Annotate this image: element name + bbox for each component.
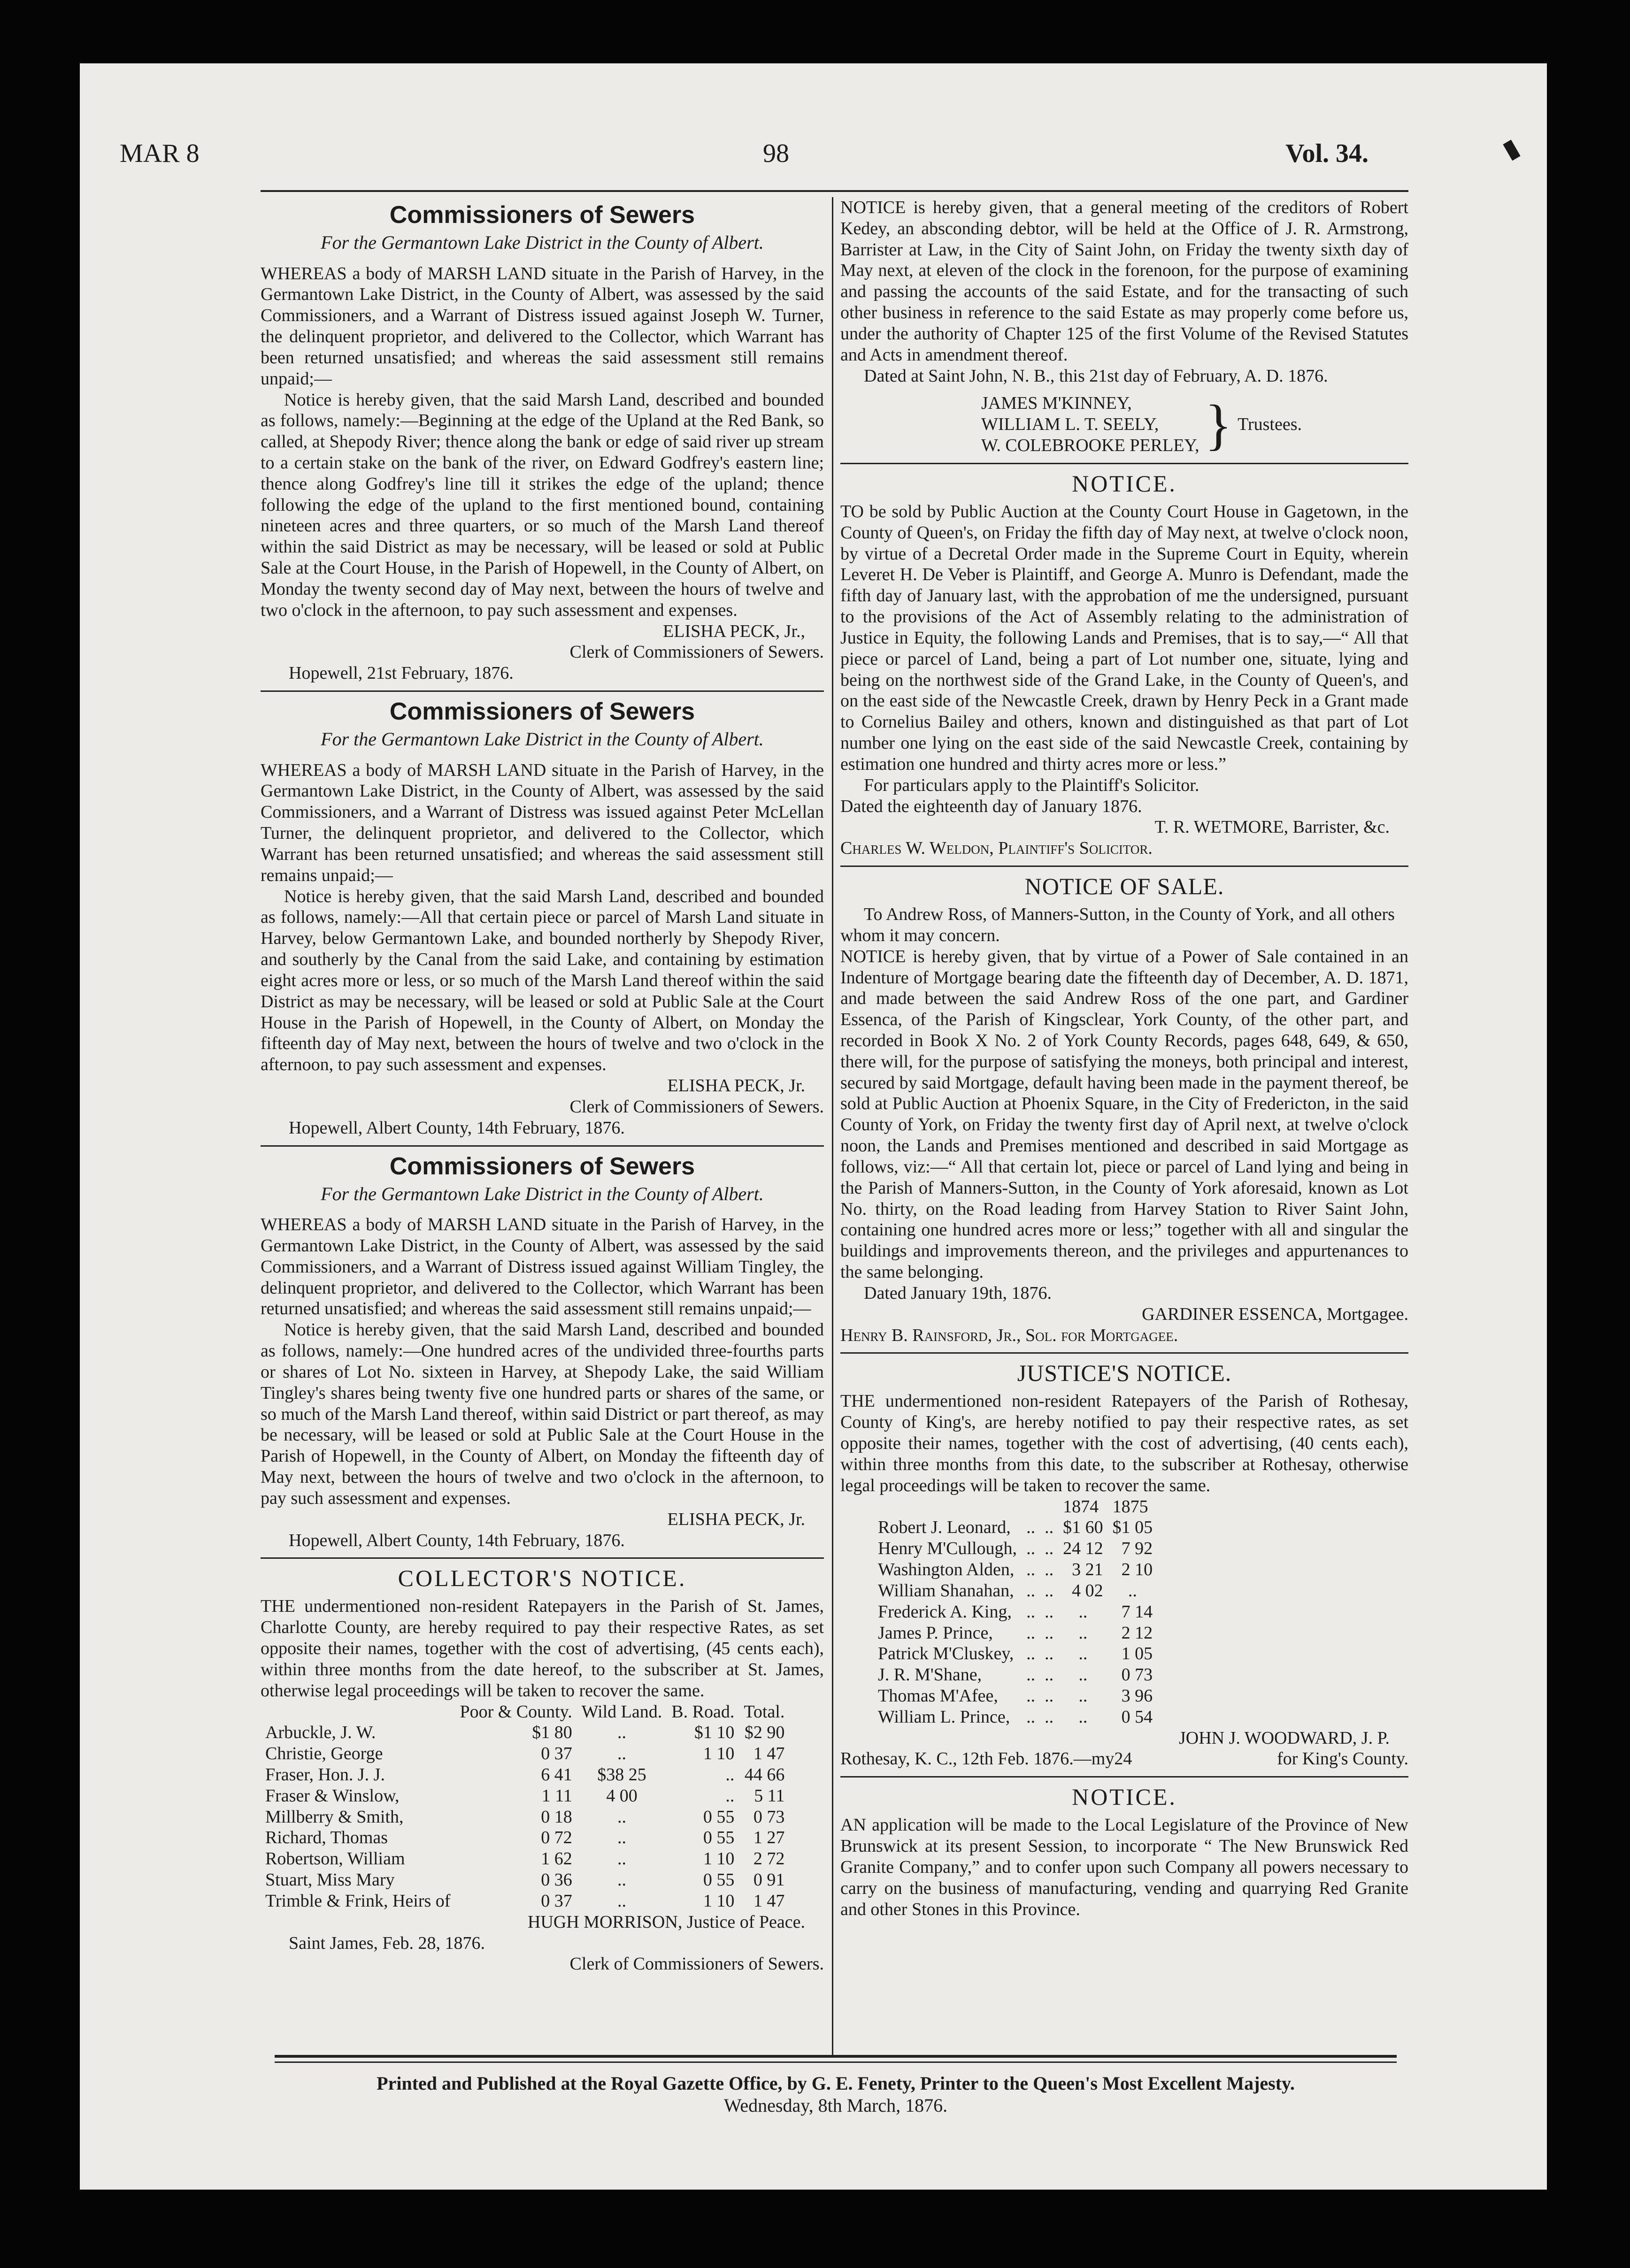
table-row bbox=[261, 1827, 789, 1848]
ratepayer-name: Arbuckle, J. W. bbox=[265, 1723, 376, 1743]
table-row bbox=[261, 1743, 789, 1764]
section-title: Commissioners of Sewers bbox=[389, 201, 695, 229]
total-rate: 0 91 bbox=[753, 1870, 785, 1890]
leader-dots: .. bbox=[1045, 1539, 1054, 1559]
dateline: Rothesay, K. C., 12th Feb. 1876.—my24 bbox=[840, 1749, 1132, 1769]
signer: HUGH MORRISON, Justice of Peace. bbox=[527, 1912, 805, 1932]
dateline: Dated January 19th, 1876. bbox=[864, 1283, 1052, 1303]
auction-notice bbox=[840, 470, 1408, 859]
rate-1875: $1 05 bbox=[1112, 1517, 1153, 1538]
trustees-block bbox=[981, 393, 1408, 456]
ratepayer-name: Richard, Thomas bbox=[265, 1828, 388, 1848]
ratepayer-name: William L. Prince, bbox=[878, 1707, 1010, 1727]
address-line: To Andrew Ross, of Manners-Sutton, in the County of York, and all others whom it may concern. bbox=[840, 904, 1395, 945]
ratepayers-table bbox=[261, 1701, 789, 1912]
road-rate: 1 10 bbox=[703, 1744, 735, 1764]
wild-land-rate: .. bbox=[617, 1849, 626, 1869]
page-number: 98 bbox=[763, 139, 789, 168]
poor-county-rate: 0 72 bbox=[541, 1828, 572, 1848]
rate-1875: .. bbox=[1128, 1580, 1137, 1601]
wild-land-rate: .. bbox=[617, 1828, 626, 1848]
dateline: Dated at Saint John, N. B., this 21st day of February, A. D. 1876. bbox=[864, 366, 1328, 386]
rate-1875: 0 73 bbox=[1121, 1665, 1153, 1685]
notice-of-sale bbox=[840, 873, 1408, 1346]
right-column bbox=[840, 197, 1408, 1920]
trustees-label: Trustees. bbox=[1238, 414, 1302, 435]
leader-dots: .. bbox=[1045, 1560, 1054, 1580]
wild-land-rate: 4 00 bbox=[606, 1785, 638, 1806]
section-title: JUSTICE'S NOTICE. bbox=[1017, 1360, 1232, 1387]
leader-dots: .. bbox=[1026, 1623, 1036, 1643]
leader-dots: .. bbox=[1026, 1601, 1036, 1622]
ratepayer-name: Robert J. Leonard, bbox=[878, 1517, 1011, 1538]
total-rate: 0 73 bbox=[753, 1807, 785, 1827]
table-row bbox=[873, 1601, 1157, 1623]
table-header: Poor & County. bbox=[460, 1701, 572, 1722]
trustee-names bbox=[981, 393, 1199, 456]
brace-icon: } bbox=[1205, 393, 1232, 456]
dateline: Hopewell, Albert County, 14th February, 1876. bbox=[289, 1530, 625, 1550]
total-rate: 1 47 bbox=[753, 1891, 785, 1911]
table-header-row bbox=[261, 1701, 789, 1723]
table-header: 1874 bbox=[1063, 1496, 1099, 1517]
rate-1874: .. bbox=[1078, 1686, 1088, 1706]
table-row bbox=[873, 1686, 1157, 1707]
wild-land-rate: $38 25 bbox=[597, 1764, 646, 1785]
table-row bbox=[261, 1722, 789, 1743]
poor-county-rate: 0 18 bbox=[541, 1807, 572, 1827]
poor-county-rate: 0 37 bbox=[541, 1891, 572, 1911]
notice-paragraph: Notice is hereby given, that the said Marsh Land, described and bounded as follows, namely:—All that certain piece or parcel of Marsh Land situate in Harvey, below Germantown Lake, and bounded northerly by Shepody River, and southerly by the Canal from the said Lake, and containing by estimation eight acres more or less, or so much of the Marsh Land thereof within the said District as may be necessary, will be leased or sold at Public Sale at the Court House in the Parish of Hopewell, in the County of Albert, on Monday the fifteenth day of May next, between the hours of twelve and two o'clock in the afternoon, to pay such assessment and expenses. bbox=[261, 886, 824, 1075]
road-rate: 0 55 bbox=[703, 1807, 735, 1827]
signer-title: Clerk of Commissioners of Sewers. bbox=[569, 1954, 824, 1974]
section-title: NOTICE. bbox=[1072, 470, 1177, 497]
ratepayer-name: Patrick M'Cluskey, bbox=[878, 1644, 1014, 1664]
table-row bbox=[873, 1664, 1157, 1686]
rate-1875: 3 96 bbox=[1121, 1686, 1153, 1706]
notice-paragraph: For particulars apply to the Plaintiff's Solicitor. bbox=[864, 775, 1199, 795]
notice-paragraph: NOTICE is hereby given, that by virtue of a Power of Sale contained in an Indenture of Mortgage bearing date the fifteenth day of December, A. D. 1871, and made between the said Andrew Ross of the one part, and Gardiner Essenca, of the Parish of Kingsclear, York County, of the other part, and recorded in Book X No. 2 of York County Records, pages 648, 649, & 650, there will, for the purpose of satisfying the moneys, both principal and interest, secured by said Mortgage, default having been made in the payment thereof, be sold at Public Auction at Phoenix Square, in the City of Fredericton, in the said County of York, on Friday the twenty first day of April next, at twelve o'clock noon, the Lands and Premises mentioned and described in said Mortgage as follows, viz:—“ All that certain lot, piece or parcel of Land lying and being in the Parish of Manners-Sutton, in the County of York aforesaid, known as Lot No. thirty, on the Road leading from Harvey Station to River Saint John, containing one hundred acres more or less;” together with all and singular the buildings and improvements thereon, and the privileges and appurtenances to the same belonging. bbox=[840, 946, 1408, 1282]
signer-title: Clerk of Commissioners of Sewers. bbox=[569, 642, 824, 662]
table-row bbox=[873, 1707, 1157, 1728]
rate-1874: 24 12 bbox=[1063, 1539, 1103, 1559]
dateline: Saint James, Feb. 28, 1876. bbox=[289, 1933, 485, 1953]
table-row bbox=[873, 1580, 1157, 1601]
leader-dots: .. bbox=[1026, 1644, 1036, 1664]
table-row bbox=[261, 1807, 789, 1828]
rate-1874: .. bbox=[1078, 1707, 1088, 1727]
total-rate: $2 90 bbox=[744, 1723, 785, 1743]
table-row bbox=[261, 1870, 789, 1891]
wild-land-rate: .. bbox=[617, 1723, 626, 1743]
ratepayer-name: Fraser & Winslow, bbox=[265, 1785, 400, 1806]
dateline-county: for King's County. bbox=[1277, 1749, 1408, 1769]
table-header bbox=[1022, 1496, 1040, 1517]
road-rate: 0 55 bbox=[703, 1828, 735, 1848]
imprint-date: Wednesday, 8th March, 1876. bbox=[723, 2095, 948, 2116]
table-row bbox=[873, 1559, 1157, 1580]
table-row bbox=[261, 1764, 789, 1785]
creditors-notice bbox=[840, 197, 1408, 456]
wild-land-rate: .. bbox=[617, 1744, 626, 1764]
notice-paragraph: Notice is hereby given, that the said Marsh Land, described and bounded as follows, namely:—One hundred acres of the undivided three-fourths parts or shares of Lot No. sixteen in Harvey, at Shepody Lake, the said William Tingley's shares being twenty five one hundred parts or shares of the same, or so much of the Marsh Land thereof, within said District or part thereof, as may be necessary, will be leased or sold at Public Sale at the Court House in the Parish of Hopewell, in the County of Albert, on Monday the fifteenth day of May next, between the hours of twelve and two o'clock in the afternoon, to pay such assessment and expenses. bbox=[261, 1320, 824, 1508]
total-rate: 1 47 bbox=[753, 1744, 785, 1764]
solicitor: Henry B. Rainsford, Jr., Sol. for Mortgagee. bbox=[840, 1325, 1178, 1345]
footer-rule-bottom bbox=[275, 2061, 1397, 2063]
ratepayer-name: J. R. M'Shane, bbox=[878, 1665, 982, 1685]
header-rule bbox=[261, 190, 1408, 192]
table-header: Wild Land. bbox=[581, 1701, 662, 1722]
divider bbox=[840, 463, 1408, 464]
divider bbox=[261, 1145, 824, 1147]
table-row bbox=[261, 1891, 789, 1912]
ratepayer-name: William Shanahan, bbox=[878, 1580, 1014, 1601]
signer: T. R. WETMORE, Barrister, &c. bbox=[1154, 817, 1390, 837]
ratepayer-name: Trimble & Frink, Heirs of bbox=[265, 1891, 451, 1911]
ratepayer-name: Christie, George bbox=[265, 1744, 383, 1764]
table-header bbox=[1040, 1496, 1058, 1517]
trustee-name: WILLIAM L. T. SEELY, bbox=[981, 414, 1159, 435]
ratepayers-table bbox=[873, 1496, 1157, 1728]
table-row bbox=[873, 1643, 1157, 1664]
table-row bbox=[261, 1848, 789, 1870]
total-rate: 5 11 bbox=[754, 1785, 785, 1806]
total-rate: 44 66 bbox=[744, 1764, 785, 1785]
rate-1874: .. bbox=[1078, 1644, 1088, 1664]
leader-dots: .. bbox=[1045, 1623, 1054, 1643]
ratepayer-name: James P. Prince, bbox=[878, 1623, 993, 1643]
signer: ELISHA PECK, Jr. bbox=[667, 1509, 805, 1529]
table-row bbox=[261, 1785, 789, 1807]
rate-1875: 1 05 bbox=[1121, 1644, 1153, 1664]
divider bbox=[840, 866, 1408, 867]
ratepayer-name: Millberry & Smith, bbox=[265, 1807, 404, 1827]
table-header bbox=[261, 1701, 455, 1723]
column-rule bbox=[832, 197, 833, 2056]
road-rate: 0 55 bbox=[703, 1870, 735, 1890]
signer: ELISHA PECK, Jr. bbox=[667, 1076, 805, 1096]
road-rate: .. bbox=[725, 1764, 735, 1785]
wild-land-rate: .. bbox=[617, 1891, 626, 1911]
section-title: Commissioners of Sewers bbox=[389, 1152, 695, 1180]
signer: GARDINER ESSENCA, Mortgagee. bbox=[1142, 1304, 1408, 1324]
rate-1875: 0 54 bbox=[1121, 1707, 1153, 1727]
divider bbox=[261, 1557, 824, 1559]
justices-notice bbox=[840, 1359, 1408, 1770]
section-title: NOTICE OF SALE. bbox=[1024, 873, 1224, 900]
granite-company-notice bbox=[840, 1783, 1408, 1920]
leader-dots: .. bbox=[1026, 1539, 1036, 1559]
trustee-name: W. COLEBROOKE PERLEY, bbox=[981, 436, 1199, 456]
header-date: MAR 8 bbox=[120, 139, 200, 168]
notice-paragraph: AN application will be made to the Local Legislature of the Province of New Brunswick at its present Session, to incorporate “ The New Brunswick Red Granite Company,” and to confer upon such Company all powers necessary to carry on the business of manufacturing, vending and quarrying Red Granite and other Stones in this Province. bbox=[840, 1815, 1408, 1919]
wild-land-rate: .. bbox=[617, 1807, 626, 1827]
poor-county-rate: 0 36 bbox=[541, 1870, 572, 1890]
sewers-notice-2 bbox=[261, 697, 824, 1138]
rate-1874: .. bbox=[1078, 1601, 1088, 1622]
road-rate: 1 10 bbox=[703, 1891, 735, 1911]
rate-1874: .. bbox=[1078, 1623, 1088, 1643]
leader-dots: .. bbox=[1045, 1580, 1054, 1601]
road-rate: 1 10 bbox=[703, 1849, 735, 1869]
ratepayer-name: Fraser, Hon. J. J. bbox=[265, 1764, 385, 1785]
volume-number: Vol. 34. bbox=[1285, 139, 1369, 168]
table-header: B. Road. bbox=[671, 1701, 735, 1722]
table-header-row bbox=[873, 1496, 1157, 1517]
sewers-notice-3 bbox=[261, 1152, 824, 1551]
notice-paragraph: NOTICE is hereby given, that a general meeting of the creditors of Robert Kedey, an absconding debtor, will be held at the Office of J. R. Armstrong, Barrister at Law, in the City of Saint John, on Friday the twenty sixth day of May next, at eleven of the clock in the forenoon, for the purpose of examining and passing the accounts of the said Estate, and for the transacting of such other business in reference to the said Estate as may properly come before us, under the authority of Chapter 125 of the first Volume of the Revised Statutes and Acts in amendment thereof. bbox=[840, 198, 1408, 365]
notice-paragraph: THE undermentioned non-resident Ratepayers in the Parish of St. James, Charlotte County, are hereby required to pay their respective Rates, as set opposite their names, together with the cost of advertising, (45 cents each), within three months from the date hereof, to the subscriber at St. James, otherwise legal proceedings will be taken to recover the same. bbox=[261, 1596, 824, 1701]
table-row bbox=[873, 1538, 1157, 1559]
dateline-row bbox=[840, 1748, 1408, 1770]
poor-county-rate: 6 41 bbox=[541, 1764, 572, 1785]
poor-county-rate: $1 80 bbox=[532, 1723, 572, 1743]
dateline: Dated the eighteenth day of January 1876. bbox=[840, 796, 1142, 816]
leader-dots: .. bbox=[1026, 1686, 1036, 1706]
divider bbox=[261, 690, 824, 692]
notice-paragraph: WHEREAS a body of MARSH LAND situate in the Parish of Harvey, in the Germantown Lake District, in the County of Albert, was assessed by the said Commissioners, and a Warrant of Distress issued against William Tingley, the delinquent proprietor, and delivered to the Collector, which Warrant has been returned unsatisfied; and whereas the said assessment still remains unpaid;— bbox=[261, 1215, 824, 1319]
rate-1874: 3 21 bbox=[1072, 1560, 1103, 1580]
section-subtitle: For the Germantown Lake District in the County of Albert. bbox=[321, 232, 764, 253]
solicitor: Charles W. Weldon, Plaintiff's Solicitor. bbox=[840, 838, 1153, 858]
ratepayer-name: Thomas M'Afee, bbox=[878, 1686, 998, 1706]
collectors-notice bbox=[261, 1564, 824, 1975]
road-rate: .. bbox=[725, 1785, 735, 1806]
imprint-footer bbox=[263, 2072, 1408, 2116]
left-column bbox=[261, 197, 824, 1975]
notice-paragraph: TO be sold by Public Auction at the County Court House in Gagetown, in the County of Queen's, on Friday the fifth day of May next, at twelve o'clock noon, by virtue of a Decretal Order made in the Supreme Court in Equity, wherein Leveret H. De Veber is Plaintiff, and George A. Munro is Defendant, made the fifth day of January last, with the approbation of me the undersigned, pursuant to the provisions of the Act of Assembly relating to the administration of Justice in Equity, the following Lands and Premises, that is to say,—“ All that piece or parcel of Land, being a part of Lot number one, situate, lying and being on the northwest side of the Grand Lake, in the County of Queen's, and on the east side of the Newcastle Creek, drawn by Henry Peck in a Grant made to Cornelius Bailey and others, known and distinguished as that part of Lot number one lying on the east side of the said Newcastle Creek, containing by estimation one hundred and thirty acres more or less.” bbox=[840, 501, 1408, 774]
section-subtitle: For the Germantown Lake District in the County of Albert. bbox=[321, 728, 764, 750]
poor-county-rate: 1 11 bbox=[541, 1785, 572, 1806]
dateline: Hopewell, 21st February, 1876. bbox=[289, 663, 514, 683]
leader-dots: .. bbox=[1045, 1601, 1054, 1622]
imprint-line: Printed and Published at the Royal Gazette Office, by G. E. Fenety, Printer to the Queen's Most Excellent Majesty. bbox=[377, 2073, 1295, 2094]
section-title: Commissioners of Sewers bbox=[389, 698, 695, 726]
ratepayer-name: Robertson, William bbox=[265, 1849, 405, 1869]
divider bbox=[840, 1352, 1408, 1354]
page-header bbox=[120, 138, 1369, 185]
signer: JOHN J. WOODWARD, J. P. bbox=[1178, 1728, 1390, 1748]
sewers-notice-1 bbox=[261, 201, 824, 684]
trustee-name: JAMES M'KINNEY, bbox=[981, 393, 1132, 414]
rate-1875: 2 10 bbox=[1121, 1560, 1153, 1580]
footer-rule-top bbox=[275, 2055, 1397, 2058]
leader-dots: .. bbox=[1026, 1517, 1036, 1538]
total-rate: 2 72 bbox=[753, 1849, 785, 1869]
table-row bbox=[873, 1517, 1157, 1538]
notice-paragraph: THE undermentioned non-resident Ratepayers of the Parish of Rothesay, County of King's, are hereby notified to pay their respective rates, as set opposite their names, together with the cost of advertising, (40 cents each), within three months from this date, to the subscriber at Rothesay, otherwise legal proceedings will be taken to recover the same. bbox=[840, 1391, 1408, 1495]
ratepayer-name: Stuart, Miss Mary bbox=[265, 1870, 395, 1890]
wild-land-rate: .. bbox=[617, 1870, 626, 1890]
signer-title: Clerk of Commissioners of Sewers. bbox=[569, 1096, 824, 1117]
notice-paragraph: Notice is hereby given, that the said Marsh Land, described and bounded as follows, namely:—Beginning at the edge of the Upland at the Red Bank, so called, at Shepody River; thence along the bank or edge of said river up stream to a certain stake on the bank of the river, on Edward Godfrey's eastern line; thence along Godfrey's line till it strikes the edge of the upland; thence following the edge of the upland to the first mentioned bound, containing nineteen acres and three quarters, or so much of the Marsh Land thereof within the said District as may be necessary, will be leased or sold at Public Sale at the Court House, in the Parish of Hopewell, in the County of Albert, on Monday the twenty second day of May next, between the hours of twelve and two o'clock in the afternoon, to pay such assessment and expenses. bbox=[261, 390, 824, 620]
notice-paragraph: WHEREAS a body of MARSH LAND situate in the Parish of Harvey, in the Germantown Lake District, in the County of Albert, was assessed by the said Commissioners, and a Warrant of Distress issued against Joseph W. Turner, the delinquent proprietor, and delivered to the Collector, which Warrant has been returned unsatisfied; and whereas the said assessment still remains unpaid;— bbox=[261, 263, 824, 389]
section-subtitle: For the Germantown Lake District in the County of Albert. bbox=[321, 1183, 764, 1204]
leader-dots: .. bbox=[1045, 1686, 1054, 1706]
table-header bbox=[873, 1496, 1022, 1517]
rate-1875: 7 14 bbox=[1121, 1601, 1153, 1622]
leader-dots: .. bbox=[1026, 1665, 1036, 1685]
divider bbox=[840, 1776, 1408, 1778]
rate-1875: 2 12 bbox=[1121, 1623, 1153, 1643]
ratepayer-name: Washington Alden, bbox=[878, 1560, 1015, 1580]
ratepayer-name: Henry M'Cullough, bbox=[878, 1539, 1017, 1559]
rate-1874: 4 02 bbox=[1072, 1580, 1103, 1601]
total-rate: 1 27 bbox=[753, 1828, 785, 1848]
poor-county-rate: 0 37 bbox=[541, 1744, 572, 1764]
poor-county-rate: 1 62 bbox=[541, 1849, 572, 1869]
leader-dots: .. bbox=[1045, 1517, 1054, 1538]
leader-dots: .. bbox=[1026, 1560, 1036, 1580]
notice-paragraph: WHEREAS a body of MARSH LAND situate in the Parish of Harvey, in the Germantown Lake District, in the County of Albert, was assessed by the said Commissioners, and a Warrant of Distress was issued against Peter McLellan Turner, the delinquent proprietor, and delivered to the Collector, which Warrant has been returned unsatisfied; and whereas the said assessment still remains unpaid;— bbox=[261, 760, 824, 885]
leader-dots: .. bbox=[1026, 1707, 1036, 1727]
section-title: NOTICE. bbox=[1072, 1784, 1177, 1810]
leader-dots: .. bbox=[1045, 1644, 1054, 1664]
table-row bbox=[873, 1623, 1157, 1644]
rate-1875: 7 92 bbox=[1121, 1539, 1153, 1559]
section-title: COLLECTOR'S NOTICE. bbox=[398, 1565, 687, 1592]
road-rate: $1 10 bbox=[694, 1723, 735, 1743]
leader-dots: .. bbox=[1045, 1707, 1054, 1727]
leader-dots: .. bbox=[1045, 1665, 1054, 1685]
ratepayer-name: Frederick A. King, bbox=[878, 1601, 1012, 1622]
rate-1874: $1 60 bbox=[1063, 1517, 1103, 1538]
dateline: Hopewell, Albert County, 14th February, 1876. bbox=[289, 1118, 625, 1138]
table-header: 1875 bbox=[1112, 1496, 1148, 1517]
leader-dots: .. bbox=[1026, 1580, 1036, 1601]
signer: ELISHA PECK, Jr., bbox=[663, 621, 805, 641]
rate-1874: .. bbox=[1078, 1665, 1088, 1685]
table-header: Total. bbox=[744, 1701, 785, 1722]
